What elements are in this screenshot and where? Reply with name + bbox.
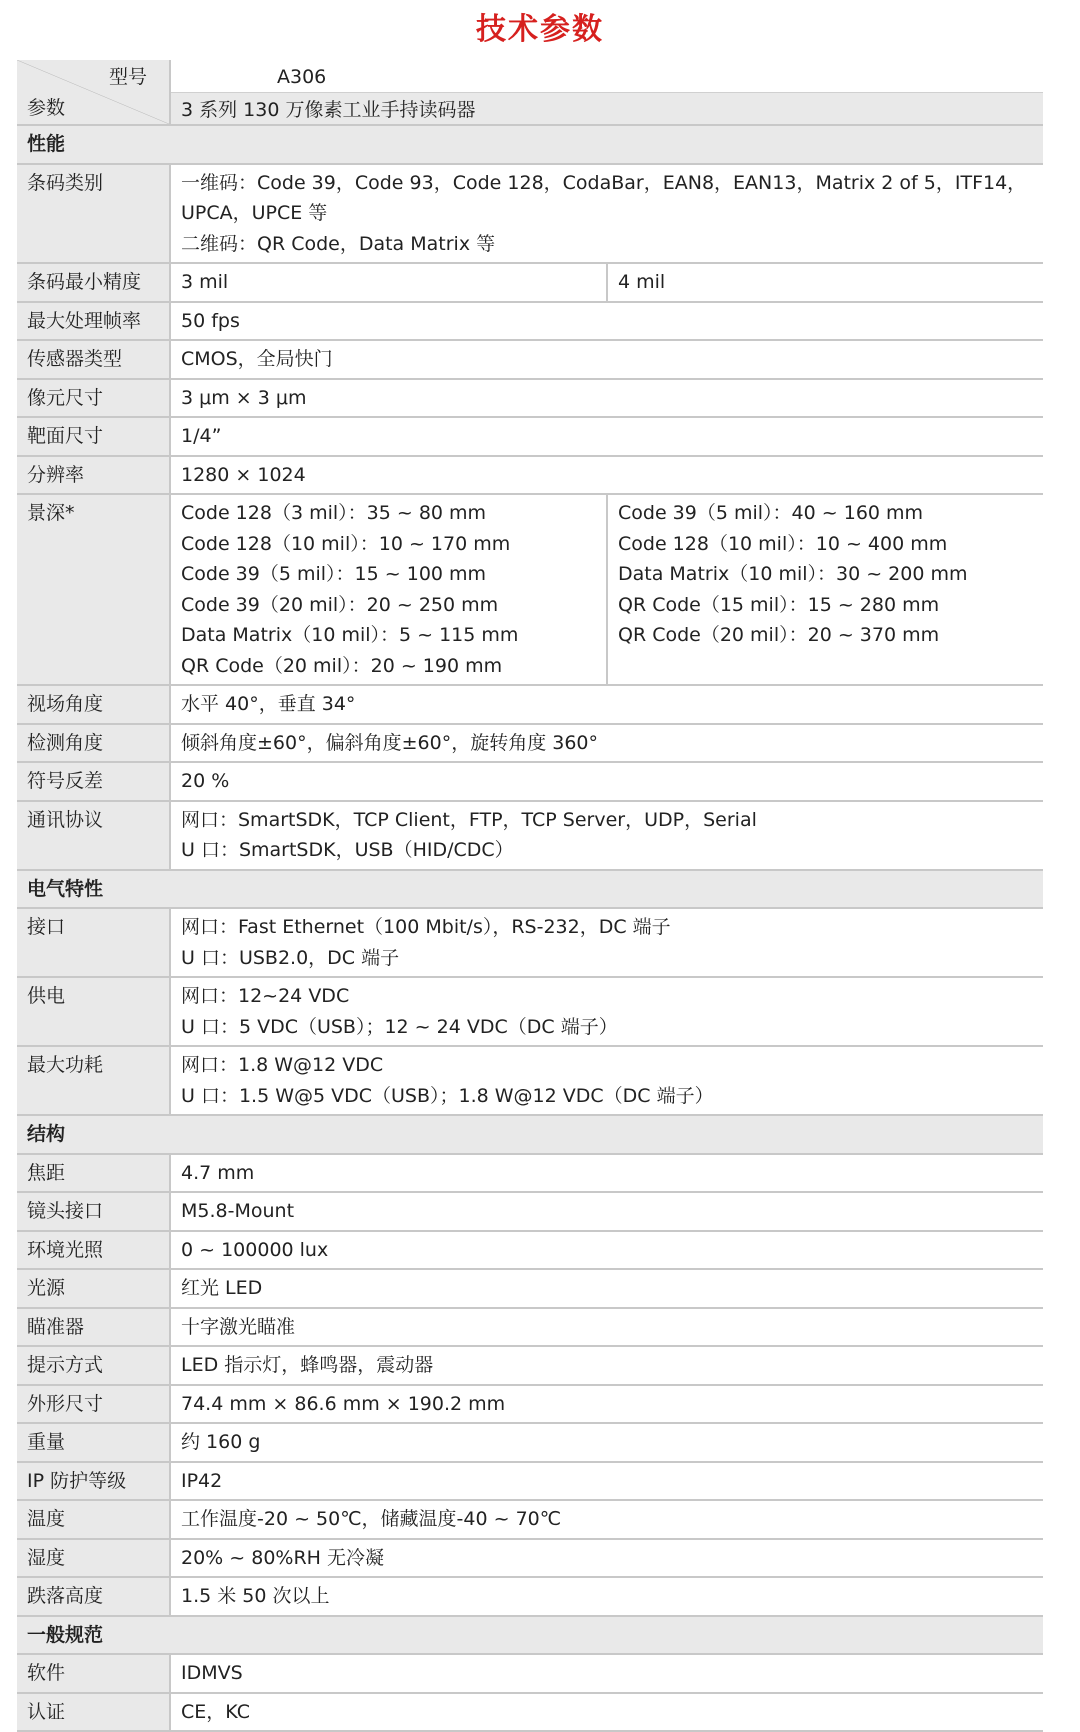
row-value xyxy=(170,801,1043,870)
row-value xyxy=(170,1654,1043,1693)
table-row xyxy=(17,1231,1043,1270)
row-label: 像元尺寸 xyxy=(17,379,170,418)
section-header-row xyxy=(17,1616,1043,1655)
spec-table xyxy=(17,60,1043,1732)
row-label: 温度 xyxy=(17,1500,170,1539)
table-row xyxy=(17,1654,1043,1693)
value-line: 一维码：Code 39，Code 93，Code 128，CodaBar，EAN8，EAN13，Matrix 2 of 5，ITF14， xyxy=(181,171,1027,194)
model-name: A306 xyxy=(171,60,1043,93)
value-line: 3 μm × 3 μm xyxy=(181,386,307,409)
table-row xyxy=(17,685,1043,724)
value-line: QR Code（20 mil）：20 ~ 190 mm xyxy=(181,654,503,677)
value-line: IDMVS xyxy=(181,1662,243,1684)
table-row xyxy=(17,762,1043,801)
row-value xyxy=(170,456,1043,495)
value-line: U 口：SmartSDK，USB（HID/CDC） xyxy=(181,839,514,861)
row-label: 重量 xyxy=(17,1423,170,1462)
row-label: 分辨率 xyxy=(17,456,170,495)
section-header-row xyxy=(17,870,1043,909)
row-label: 认证 xyxy=(17,1693,170,1732)
value-line: 1/4” xyxy=(181,425,222,447)
row-value xyxy=(170,1539,1043,1578)
row-label: 检测角度 xyxy=(17,724,170,763)
row-label: 视场角度 xyxy=(17,685,170,724)
row-label: 条码最小精度 xyxy=(17,263,170,302)
value-line: IP42 xyxy=(181,1469,223,1492)
value-line: CMOS，全局快门 xyxy=(181,348,333,370)
value-line: 4 mil xyxy=(618,271,666,293)
table-row xyxy=(17,1423,1043,1462)
table-row xyxy=(17,724,1043,763)
spec-table-body xyxy=(17,60,1043,1731)
table-row xyxy=(17,1385,1043,1424)
value-line: 0 ~ 100000 lux xyxy=(181,1238,329,1261)
section-title: 一般规范 xyxy=(17,1616,1043,1655)
model-label: 型号 xyxy=(108,66,147,88)
value-line: QR Code（15 mil）：15 ~ 280 mm xyxy=(618,593,940,616)
value-line: 4.7 mm xyxy=(181,1161,255,1184)
table-row xyxy=(17,1192,1043,1231)
value-line: CE，KC xyxy=(181,1700,250,1723)
table-row xyxy=(17,302,1043,341)
table-row xyxy=(17,1462,1043,1501)
table-row xyxy=(17,164,1043,264)
value-line: Code 39（5 mil）：40 ~ 160 mm xyxy=(618,502,924,524)
value-line: Code 128（10 mil）：10 ~ 400 mm xyxy=(618,532,948,555)
value-line: 倾斜角度±60°，偏斜角度±60°，旋转角度 360° xyxy=(181,731,598,754)
row-label: 供电 xyxy=(17,977,170,1046)
row-label: 通讯协议 xyxy=(17,801,170,870)
value-line: Code 39（5 mil）：15 ~ 100 mm xyxy=(181,563,487,585)
model-description: 3 系列 130 万像素工业手持读码器 xyxy=(181,99,476,121)
table-row xyxy=(17,1577,1043,1616)
value-line: QR Code（20 mil）：20 ~ 370 mm xyxy=(618,624,940,646)
table-row xyxy=(17,1046,1043,1115)
row-value-right xyxy=(607,494,1043,685)
row-value xyxy=(170,379,1043,418)
table-row xyxy=(17,379,1043,418)
row-label: 镜头接口 xyxy=(17,1192,170,1231)
row-value xyxy=(170,164,1043,264)
row-value xyxy=(170,1269,1043,1308)
row-value xyxy=(170,1346,1043,1385)
value-line: Code 128（3 mil）：35 ~ 80 mm xyxy=(181,502,487,524)
row-label: 环境光照 xyxy=(17,1231,170,1270)
table-row xyxy=(17,1346,1043,1385)
row-value xyxy=(170,1385,1043,1424)
section-header-row xyxy=(17,125,1043,164)
value-line: 网口：12~24 VDC xyxy=(181,985,350,1007)
row-label: 湿度 xyxy=(17,1539,170,1578)
table-row xyxy=(17,263,1043,302)
table-row xyxy=(17,1693,1043,1732)
table-row xyxy=(17,1539,1043,1578)
value-line: UPCA，UPCE 等 xyxy=(181,202,328,224)
row-label: 焦距 xyxy=(17,1154,170,1193)
value-line: 50 fps xyxy=(181,309,240,332)
table-row xyxy=(17,1308,1043,1347)
section-title: 电气特性 xyxy=(17,870,1043,909)
value-line: 20% ~ 80%RH 无冷凝 xyxy=(181,1546,384,1569)
row-label: 光源 xyxy=(17,1269,170,1308)
value-line: 网口：1.8 W@12 VDC xyxy=(181,1054,384,1076)
row-label: 景深* xyxy=(17,494,170,685)
row-label: 最大处理帧率 xyxy=(17,302,170,341)
row-value xyxy=(170,1500,1043,1539)
section-header-row xyxy=(17,1115,1043,1154)
value-line: 20 % xyxy=(181,770,230,792)
table-row xyxy=(17,908,1043,977)
value-line: Code 128（10 mil）：10 ~ 170 mm xyxy=(181,532,511,555)
row-value xyxy=(170,977,1043,1046)
row-value xyxy=(170,302,1043,341)
table-row xyxy=(17,1154,1043,1193)
row-value xyxy=(170,1154,1043,1193)
header-row xyxy=(17,60,1043,125)
row-label: 靶面尺寸 xyxy=(17,417,170,456)
value-line: M5.8-Mount xyxy=(181,1200,295,1222)
table-row xyxy=(17,456,1043,495)
value-line: 74.4 mm × 86.6 mm × 190.2 mm xyxy=(181,1392,506,1415)
row-label: 瞄准器 xyxy=(17,1308,170,1347)
row-value-right xyxy=(607,263,1043,302)
row-value xyxy=(170,1192,1043,1231)
row-value xyxy=(170,1231,1043,1270)
table-row xyxy=(17,1269,1043,1308)
row-value xyxy=(170,908,1043,977)
value-line: Data Matrix（10 mil）：30 ~ 200 mm xyxy=(618,563,968,585)
row-value xyxy=(170,417,1043,456)
value-line: 二维码：QR Code，Data Matrix 等 xyxy=(181,232,496,255)
header-corner-cell xyxy=(17,60,170,125)
row-value xyxy=(170,724,1043,763)
page-title: 技术参数 xyxy=(476,12,604,47)
value-line: U 口：USB2.0，DC 端子 xyxy=(181,946,400,969)
value-line: Data Matrix（10 mil）：5 ~ 115 mm xyxy=(181,624,519,646)
value-line: LED 指示灯，蜂鸣器，震动器 xyxy=(181,1354,434,1376)
value-line: Code 39（20 mil）：20 ~ 250 mm xyxy=(181,593,499,616)
value-line: 水平 40°，垂直 34° xyxy=(181,693,356,715)
value-line: 3 mil xyxy=(181,271,229,293)
section-title: 结构 xyxy=(17,1115,1043,1154)
row-value xyxy=(170,685,1043,724)
value-line: U 口：1.5 W@5 VDC（USB）；1.8 W@12 VDC（DC 端子） xyxy=(181,1084,714,1107)
value-line: 网口：SmartSDK，TCP Client，FTP，TCP Server，UDP，Serial xyxy=(181,808,757,831)
row-value xyxy=(170,1046,1043,1115)
value-line: U 口：5 VDC（USB）；12 ~ 24 VDC（DC 端子） xyxy=(181,1015,618,1038)
row-label: 最大功耗 xyxy=(17,1046,170,1115)
table-row xyxy=(17,1500,1043,1539)
value-line: 网口：Fast Ethernet（100 Mbit/s），RS-232，DC 端子 xyxy=(181,916,671,938)
value-line: 十字激光瞄准 xyxy=(181,1315,296,1338)
row-value xyxy=(170,1462,1043,1501)
value-line: 工作温度-20 ~ 50℃，储藏温度-40 ~ 70℃ xyxy=(181,1508,562,1530)
table-row xyxy=(17,494,1043,685)
value-line: 约 160 g xyxy=(181,1431,261,1453)
row-value xyxy=(170,340,1043,379)
row-value-left xyxy=(170,494,607,685)
row-value xyxy=(170,1308,1043,1347)
row-label: 跌落高度 xyxy=(17,1577,170,1616)
row-label: 符号反差 xyxy=(17,762,170,801)
value-line: 1280 × 1024 xyxy=(181,463,306,486)
value-line: 1.5 米 50 次以上 xyxy=(181,1585,330,1607)
row-value xyxy=(170,1693,1043,1732)
table-row xyxy=(17,340,1043,379)
row-value xyxy=(170,1577,1043,1616)
row-label: 条码类别 xyxy=(17,164,170,264)
header-value-cell xyxy=(170,60,1043,125)
row-value-left xyxy=(170,263,607,302)
table-row xyxy=(17,801,1043,870)
row-value xyxy=(170,1423,1043,1462)
row-label: IP 防护等级 xyxy=(17,1462,170,1501)
row-label: 传感器类型 xyxy=(17,340,170,379)
table-row xyxy=(17,977,1043,1046)
row-label: 软件 xyxy=(17,1654,170,1693)
row-label: 外形尺寸 xyxy=(17,1385,170,1424)
row-label: 接口 xyxy=(17,908,170,977)
table-row xyxy=(17,417,1043,456)
row-label: 提示方式 xyxy=(17,1346,170,1385)
value-line: 红光 LED xyxy=(181,1277,263,1299)
row-value xyxy=(170,762,1043,801)
section-title: 性能 xyxy=(17,125,1043,164)
param-label: 参数 xyxy=(27,97,66,119)
